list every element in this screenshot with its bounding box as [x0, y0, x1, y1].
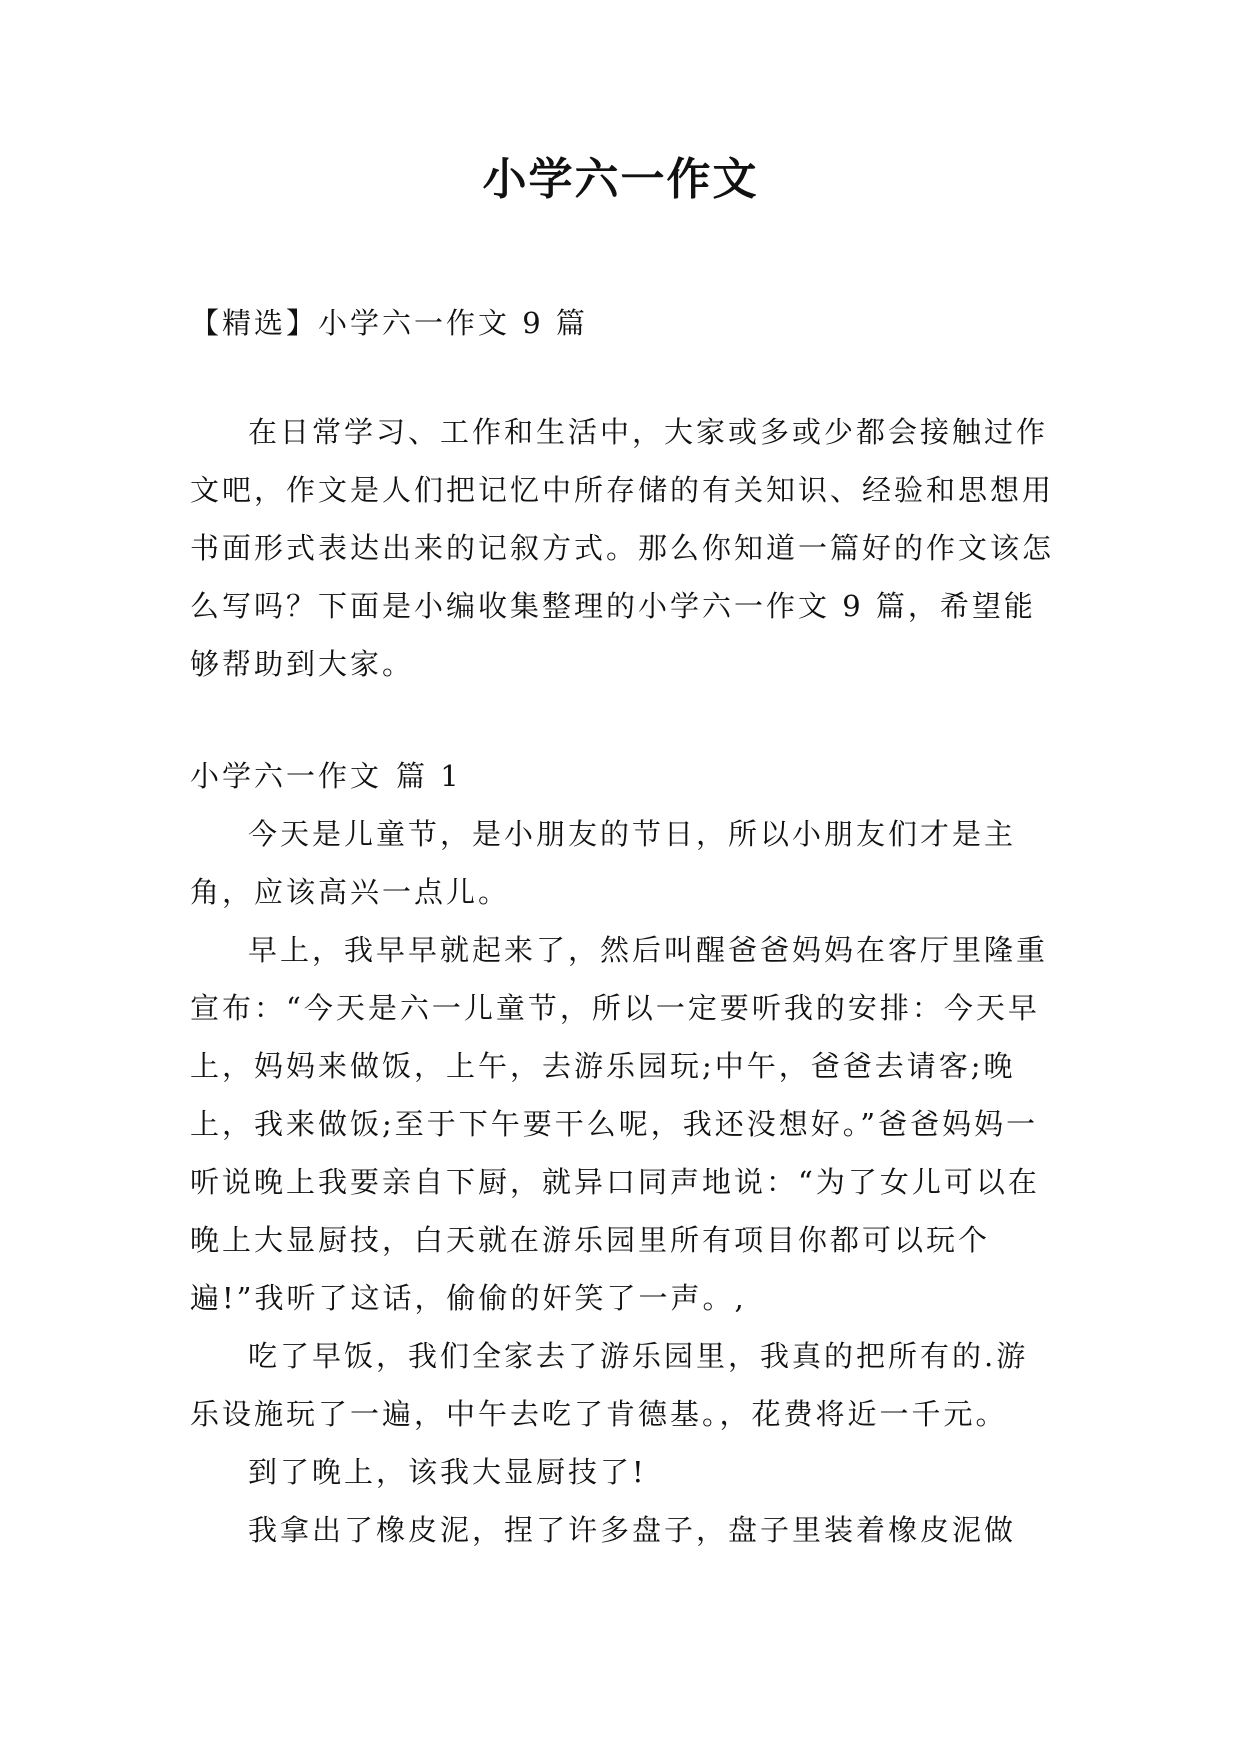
section-heading-text: 小学六一作文 [190, 759, 383, 793]
body-paragraph: 今天是儿童节，是小朋友的节日，所以小朋友们才是主角，应该高兴一点儿。 [190, 817, 1017, 909]
body-paragraph: 早上，我早早就起来了，然后叫醒爸爸妈妈在客厅里隆重宣布：“今天是六一儿童节，所以一定要听我的安排：今天早上，妈妈来做饭，上午，去游乐园玩;中午，爸爸去请客;晚上，我来做饭;至于下午要干么呢，我还没想好。”爸爸妈妈一听说晚上我要亲自下厨，就异口同声地说：“为了女儿可以在晚上大显厨技，白天就在游乐园里所有项目你都可以玩个遍!”我听了这话，偷偷的奸笑了一声。, [190, 933, 1049, 1315]
body-paragraph: 吃了早饭，我们全家去了游乐园里，我真的把所有的.游乐设施玩了一遍，中午去吃了肯德基。，花费将近一千元。 [190, 1339, 1029, 1431]
document-body [190, 294, 1060, 1559]
section-number: 篇 1 [396, 759, 462, 793]
body-paragraph: 我拿出了橡皮泥，捏了许多盘子，盘子里装着橡皮泥做 [248, 1513, 1017, 1547]
document-title: 小学六一作文 [482, 154, 759, 205]
body-paragraph: 到了晚上，该我大显厨技了! [248, 1455, 647, 1489]
section-heading [190, 747, 1060, 805]
intro-paragraph: 在日常学习、工作和生活中，大家或多或少都会接触过作文吧，作文是人们把记忆中所存储的有关知识、经验和思想用书面形式表达出来的记叙方式。那么你知道一篇好的作文该怎么写吗？下面是小编收集整理的小学六一作文 9 篇，希望能够帮助到大家。 [190, 415, 1055, 681]
document-subtitle: 【精选】小学六一作文 9 篇 [190, 306, 588, 340]
